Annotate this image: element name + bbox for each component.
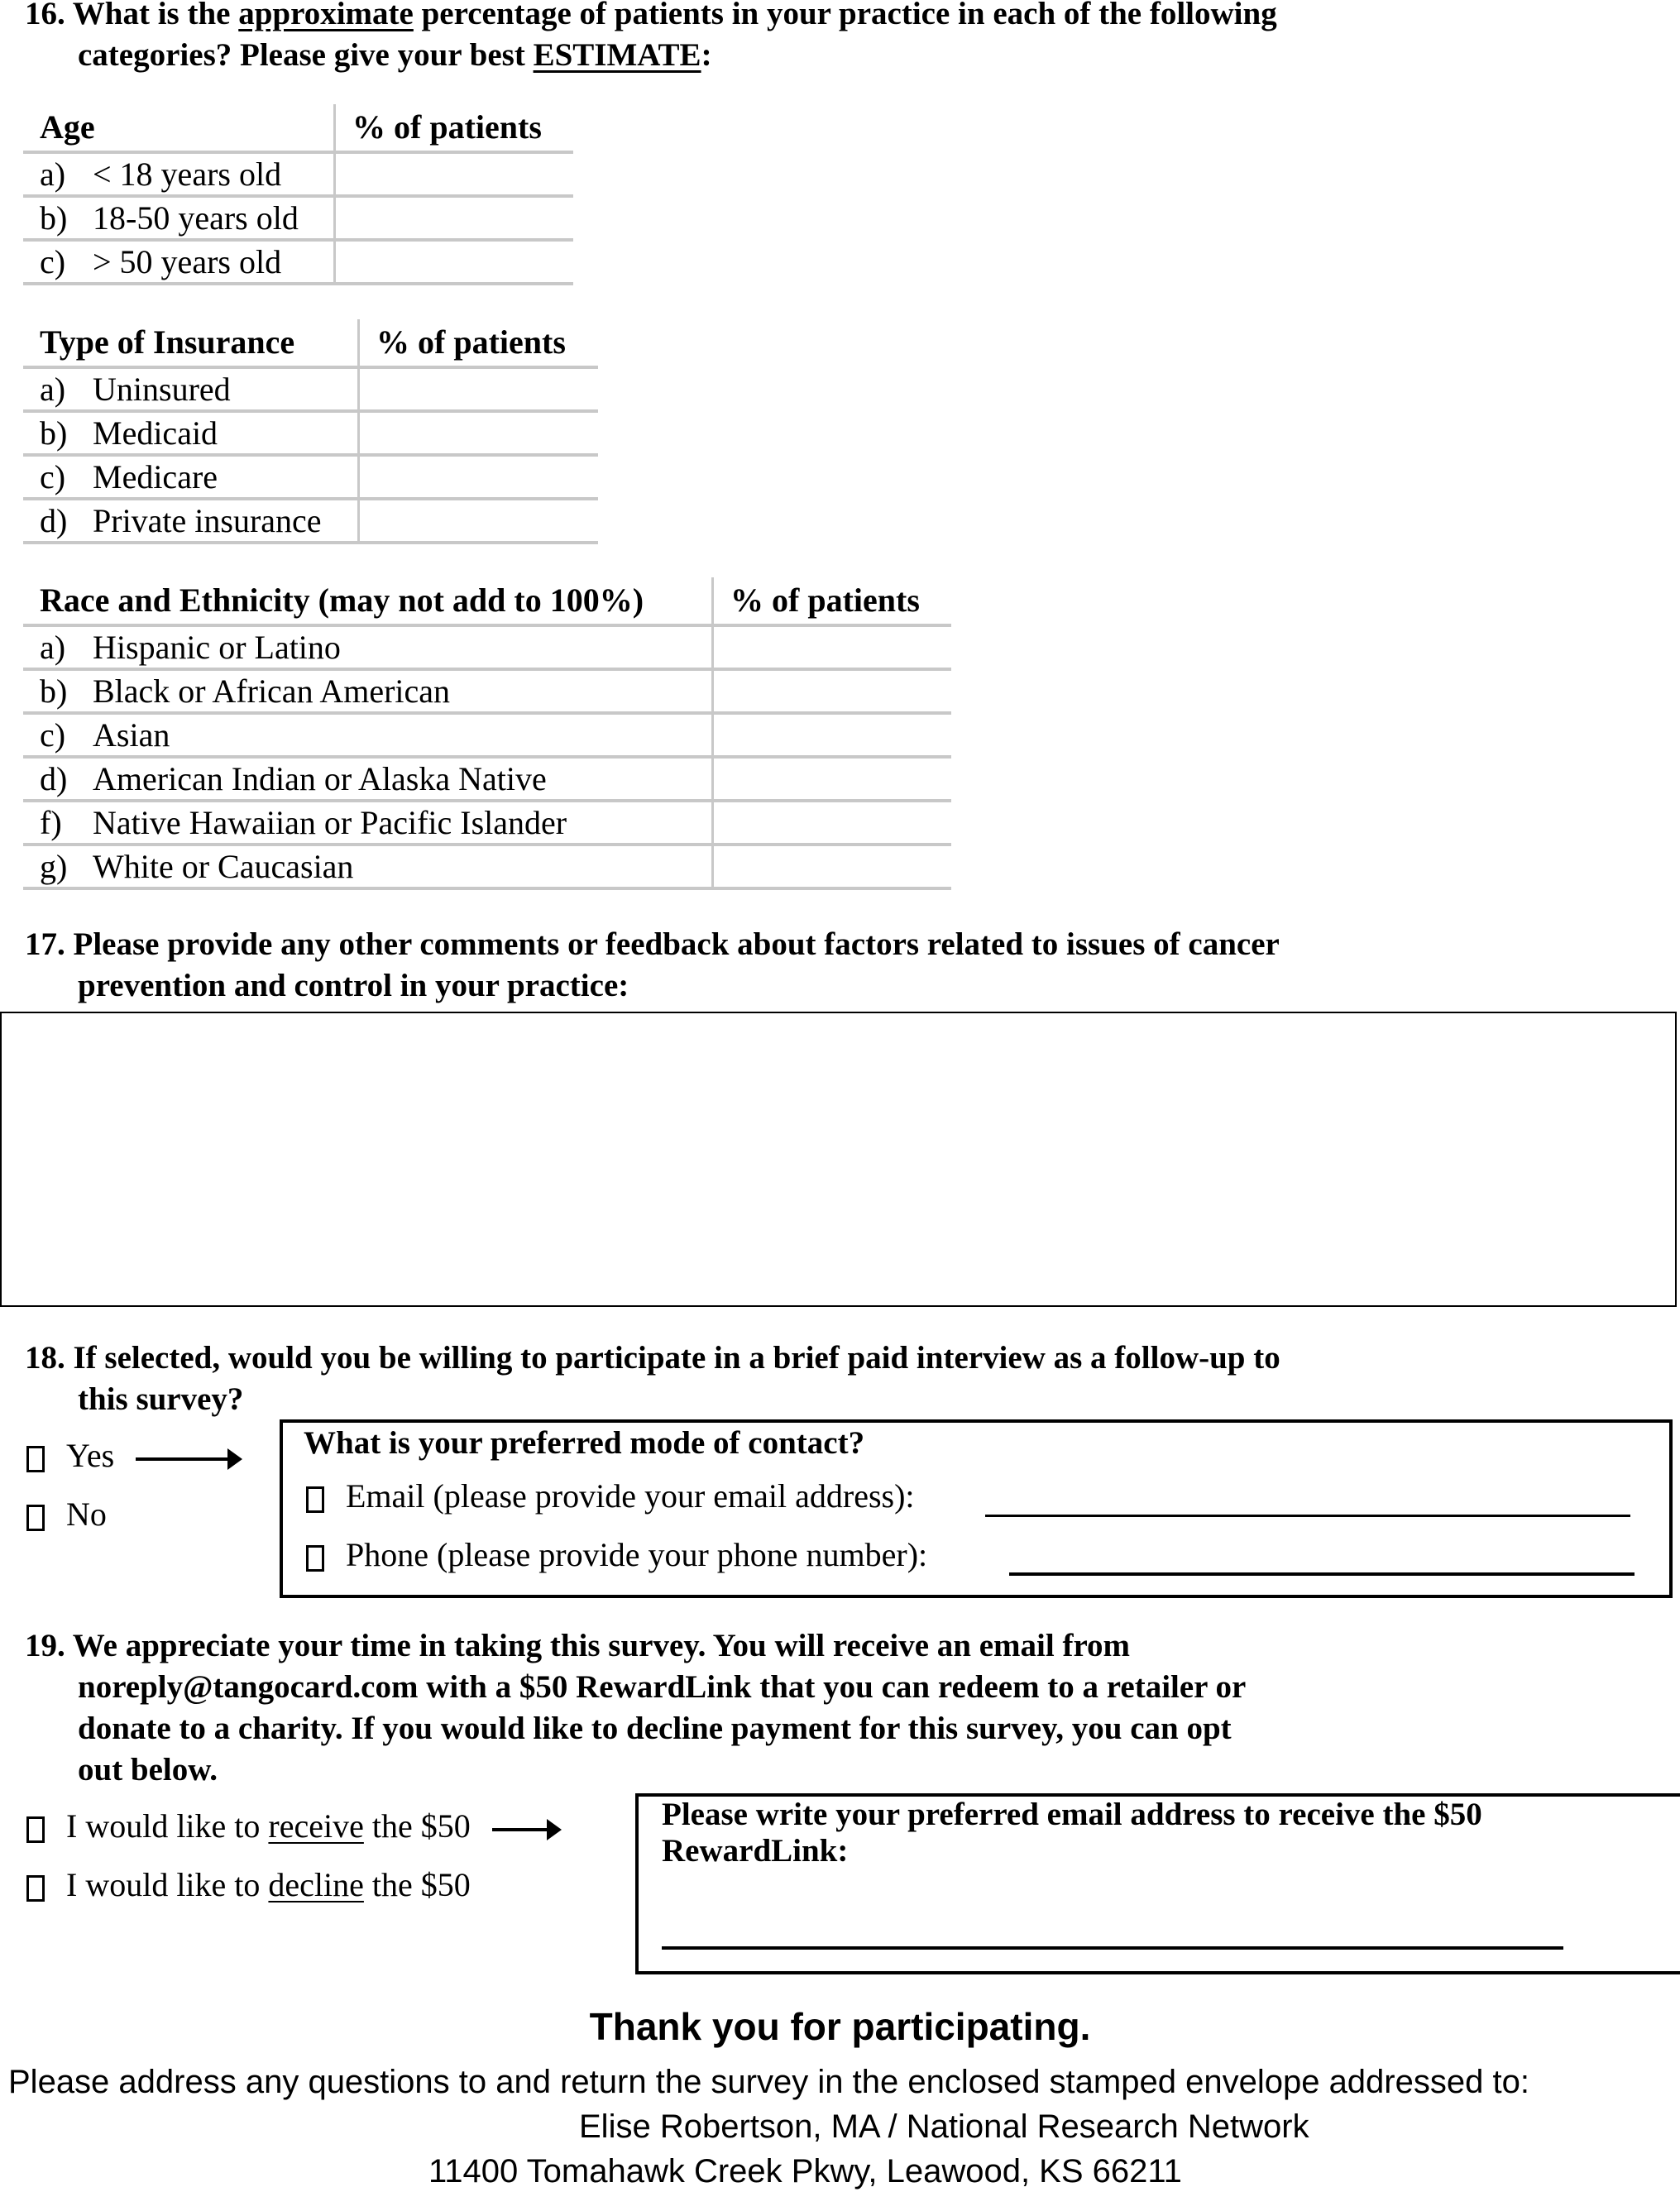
mailing-address: 11400 Tomahawk Creek Pkwy, Leawood, KS 66211 — [428, 2153, 1182, 2190]
row-text: American Indian or Alaska Native — [93, 760, 547, 797]
row-text: Medicare — [93, 458, 218, 495]
q17-heading — [25, 924, 1280, 1007]
table-row — [23, 455, 598, 499]
q16-heading — [25, 0, 1277, 76]
email-label: Email (please provide your email address): — [346, 1477, 915, 1515]
percent-input-uninsured[interactable] — [359, 367, 599, 411]
q19-heading — [25, 1625, 1246, 1791]
email-field[interactable] — [985, 1514, 1630, 1517]
phone-checkbox[interactable] — [306, 1545, 324, 1572]
table-row — [23, 196, 573, 240]
q19-line1: 19. We appreciate your time in taking this survey. You will receive an email from — [25, 1628, 1131, 1663]
q18-line1: 18. If selected, would you be willing to participate in a brief paid interview as a follow-up to — [25, 1340, 1280, 1376]
contact-name: Elise Robertson, MA / National Research Network — [579, 2108, 1309, 2145]
percent-input-18-50[interactable] — [335, 196, 574, 240]
race-header: Race and Ethnicity (may not add to 100%) — [23, 577, 713, 625]
table-row — [23, 669, 951, 713]
decline-option[interactable] — [26, 1864, 471, 1906]
decline-emphasis: decline — [268, 1866, 364, 1903]
reward-email-field[interactable] — [662, 1946, 1563, 1950]
q17-line1: 17. Please provide any other comments or feedback about factors related to issues of cancer — [25, 926, 1280, 962]
no-checkbox[interactable] — [26, 1505, 45, 1531]
contact-mode-box — [280, 1419, 1673, 1598]
table-row — [23, 411, 598, 455]
row-label — [23, 196, 335, 240]
receive-checkbox[interactable] — [26, 1816, 45, 1843]
row-label — [23, 669, 713, 713]
q16-text: : — [701, 37, 712, 73]
row-text: > 50 years old — [93, 243, 282, 280]
yes-label: Yes — [66, 1437, 115, 1474]
percent-input-private[interactable] — [359, 499, 599, 543]
q16-text: What is the — [72, 0, 239, 31]
row-text: Asian — [93, 716, 170, 754]
receive-option[interactable] — [26, 1806, 558, 1847]
percent-input-medicare[interactable] — [359, 455, 599, 499]
row-text: 18-50 years old — [93, 199, 299, 237]
row-label — [23, 625, 713, 669]
yes-checkbox[interactable] — [26, 1446, 45, 1472]
row-text: White or Caucasian — [93, 848, 354, 885]
q19-line3: donate to a charity. If you would like to decline payment for this survey, you can opt — [78, 1711, 1232, 1746]
row-text: Native Hawaiian or Pacific Islander — [93, 804, 567, 841]
reward-email-box — [635, 1793, 1680, 1974]
row-label — [23, 240, 335, 284]
comments-textarea[interactable] — [0, 1012, 1677, 1307]
row-letter: a) — [40, 371, 66, 408]
insurance-header: Type of Insurance — [23, 319, 359, 367]
row-letter: g) — [40, 848, 68, 885]
arrow-right-icon — [492, 1828, 558, 1831]
percent-input-over-50[interactable] — [335, 240, 574, 284]
q18-heading — [25, 1338, 1280, 1420]
percent-header: % of patients — [359, 319, 599, 367]
table-row — [23, 367, 598, 411]
row-letter: c) — [40, 716, 66, 754]
percent-input-under-18[interactable] — [335, 152, 574, 196]
receive-label: I would like to — [66, 1807, 269, 1845]
phone-field[interactable] — [1009, 1572, 1635, 1576]
age-table — [23, 104, 573, 285]
decline-label: the $50 — [363, 1866, 471, 1903]
phone-option[interactable] — [306, 1534, 927, 1576]
phone-label: Phone (please provide your phone number): — [346, 1536, 928, 1573]
reward-box-line1: Please write your preferred email address to receive the $50 — [662, 1797, 1482, 1832]
age-header: Age — [23, 104, 335, 152]
row-text: Black or African American — [93, 672, 451, 710]
percent-input-white[interactable] — [713, 845, 952, 888]
table-row — [23, 499, 598, 543]
yes-option[interactable] — [26, 1435, 239, 1476]
q18-line2: this survey? — [78, 1381, 244, 1417]
percent-input-hispanic[interactable] — [713, 625, 952, 669]
row-label — [23, 713, 713, 757]
q16-number: 16. — [25, 0, 65, 31]
percent-input-black[interactable] — [713, 669, 952, 713]
q16-text: percentage of patients in your practice in each of the following — [413, 0, 1277, 31]
row-text: Uninsured — [93, 371, 231, 408]
row-label — [23, 455, 359, 499]
row-letter: d) — [40, 760, 68, 797]
return-instructions: Please address any questions to and return the survey in the enclosed stamped envelope addressed to: — [8, 2064, 1529, 2100]
table-header — [23, 104, 573, 152]
percent-header: % of patients — [335, 104, 574, 152]
table-row — [23, 240, 573, 284]
q19-line4: out below. — [78, 1752, 218, 1788]
table-row — [23, 625, 951, 669]
q16-emphasis-estimate: ESTIMATE — [533, 37, 701, 73]
percent-input-american-indian[interactable] — [713, 757, 952, 801]
row-letter: b) — [40, 199, 68, 237]
row-letter: b) — [40, 414, 68, 452]
contact-mode-title: What is your preferred mode of contact? — [304, 1425, 865, 1461]
email-option[interactable] — [306, 1476, 915, 1517]
arrow-right-icon — [136, 1457, 239, 1461]
table-header — [23, 319, 598, 367]
row-label — [23, 757, 713, 801]
table-header — [23, 577, 951, 625]
thank-you-heading: Thank you for participating. — [589, 2005, 1091, 2048]
decline-label: I would like to — [66, 1866, 269, 1903]
reward-box-title — [662, 1797, 1482, 1869]
no-label: No — [66, 1496, 107, 1533]
table-row — [23, 845, 951, 888]
percent-input-pacific-islander[interactable] — [713, 801, 952, 845]
table-row — [23, 801, 951, 845]
row-letter: b) — [40, 672, 68, 710]
row-letter: a) — [40, 629, 66, 666]
insurance-table — [23, 319, 598, 544]
email-checkbox[interactable] — [306, 1486, 324, 1513]
row-letter: c) — [40, 243, 66, 280]
table-row — [23, 757, 951, 801]
row-text: Medicaid — [93, 414, 218, 452]
decline-checkbox[interactable] — [26, 1875, 45, 1902]
reward-box-line2: RewardLink: — [662, 1833, 849, 1869]
row-label — [23, 499, 359, 543]
row-label — [23, 411, 359, 455]
receive-label: the $50 — [363, 1807, 471, 1845]
percent-input-medicaid[interactable] — [359, 411, 599, 455]
row-text: Hispanic or Latino — [93, 629, 341, 666]
receive-emphasis: receive — [268, 1807, 364, 1845]
table-row — [23, 713, 951, 757]
row-letter: a) — [40, 156, 66, 193]
percent-header: % of patients — [713, 577, 952, 625]
table-row — [23, 152, 573, 196]
row-text: Private insurance — [93, 502, 322, 539]
q19-line2: noreply@tangocard.com with a $50 RewardLink that you can redeem to a retailer or — [78, 1669, 1247, 1705]
q16-emphasis-approximate: approximate — [238, 0, 414, 31]
q16-text: categories? Please give your best — [78, 37, 534, 73]
row-letter: f) — [40, 804, 62, 841]
row-letter: d) — [40, 502, 68, 539]
row-label — [23, 801, 713, 845]
row-label — [23, 152, 335, 196]
row-label — [23, 367, 359, 411]
percent-input-asian[interactable] — [713, 713, 952, 757]
row-letter: c) — [40, 458, 66, 495]
row-label — [23, 845, 713, 888]
q16-line2 — [25, 35, 1277, 76]
q17-line2: prevention and control in your practice: — [78, 968, 629, 1003]
row-text: < 18 years old — [93, 156, 282, 193]
no-option[interactable] — [26, 1494, 107, 1535]
race-ethnicity-table — [23, 577, 951, 890]
